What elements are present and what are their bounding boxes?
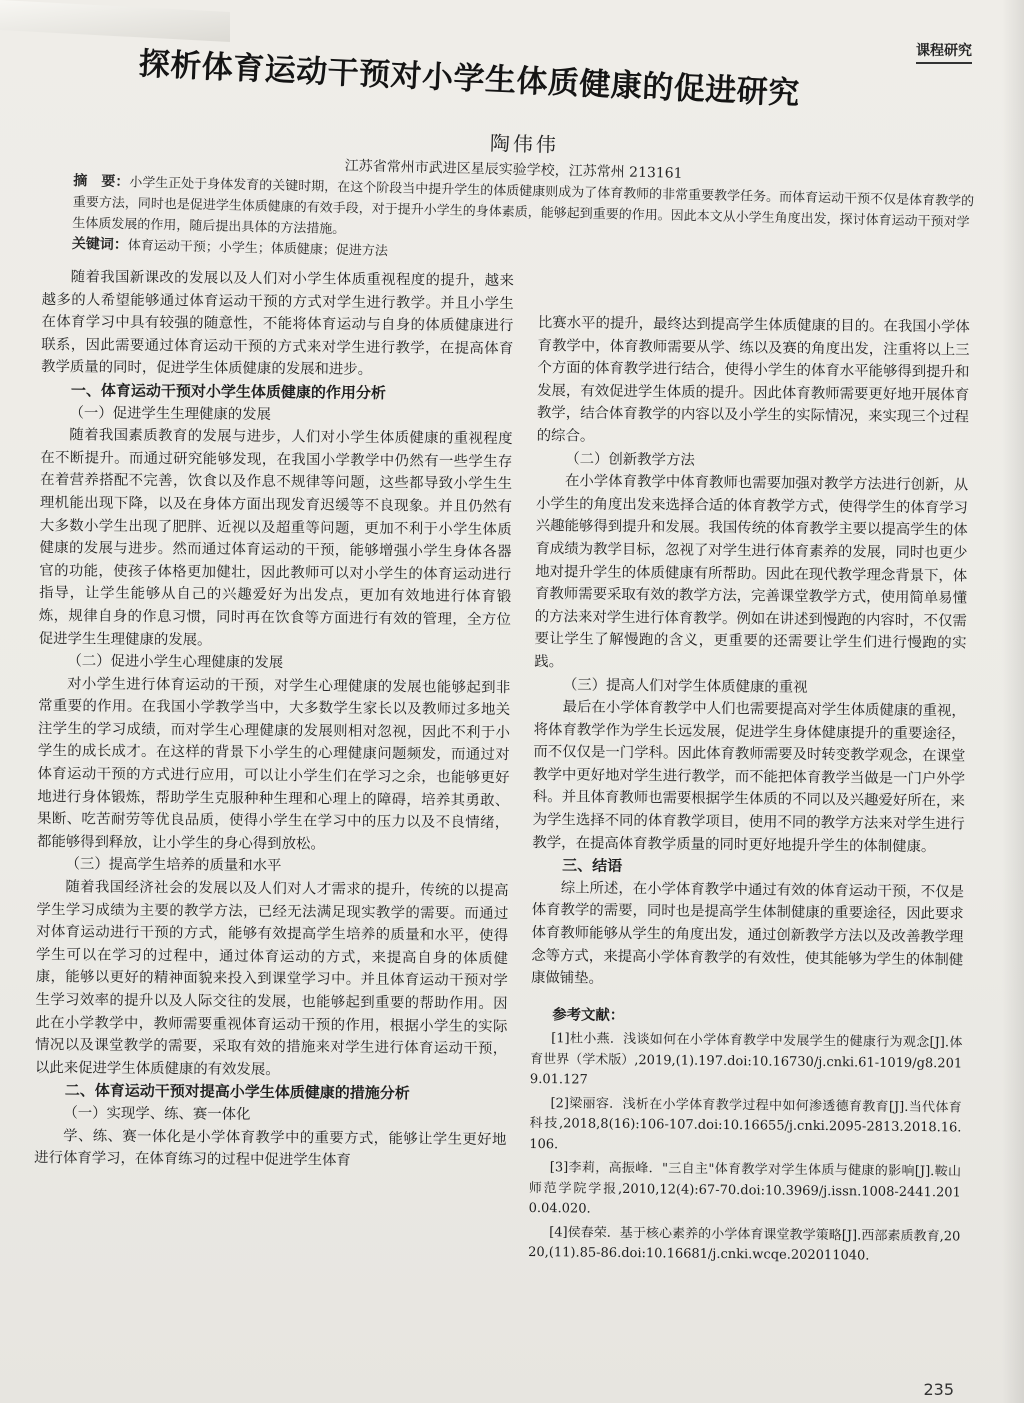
subheading-1-2: （二）促进小学生心理健康的发展 xyxy=(67,653,284,672)
subheading-2-1: （一）实现学、练、赛一体化 xyxy=(63,1105,251,1123)
paragraph-1-3: 随着我国经济社会的发展以及人们对人才需求的提升，传统的以提高学生学习成绩为主要的教学方法，已经无法满足现实教学的需要。而通过对体育运动进行干预的方式，能够有效提高学生培养的质量和水平，使得学生可以在学习的过程中，通过体育运动的方式，来提高自身的体质健康，能够以更好的精神面貌来投入到课堂学习中。并且体育运动干预对学生学习效率的提升以及人际交往的发展，也能够起到重要的帮助作用。因此在小学教学中，教师需要重视体育运动干预的作用，根据小学生的实际情况以及课堂教学的需要，采取有效的措施来对学生进行体育运动干预，以此来促进学生体质健康的有效发展。 xyxy=(34,879,509,1078)
paragraph-1-2: 对小学生进行体育运动的干预，对学生心理健康的发展也能够起到非常重要的作用。在我国小学教学当中，大多数学生家长以及教师过多地关注学生的学习成绩，而对学生心理健康的发展则相对忽视，因此不利于小学生的成长成才。在这样的背景下小学生的心理健康问题频发，而通过对体育运动干预的方式进行应用，可以让小学生们在学习之余，也能够更好地进行身体锻炼，帮助学生克服种种生理和心理上的障碍，培养其勇敢、果断、吃苦耐劳等优良品质，使得小学生在学习中的压力以及不良情绪，都能够得到释放，让小学生的身心得到放松。 xyxy=(36,675,511,853)
subheading-2-3: （三）提高人们对学生体质健康的重视 xyxy=(562,676,808,696)
section-tag: 课程研究 xyxy=(916,40,972,64)
paragraph-2-1: 学、练、赛一体化是小学体育教学中的重要方式，能够让学生更好地进行体育学习，在体育练习的过程中促进学生体育 xyxy=(34,1127,507,1169)
subheading-2-2: （二）创新教学方法 xyxy=(565,450,695,469)
paragraph-2-2: 在小学体育教学中体育教师也需要加强对教学方法进行创新，从小学生的角度出发来选择合适的体育教学方式，使得学生的体育学习兴趣能够得到提升和发展。我国传统的体育教学主要以提高学生的体育成绩为教学目标，忽视了对学生进行体育素养的发展，同时也更少地对提升学生的体质健康有所帮助。因此在现代教学理念背景下，体育教师需要采取有效的教学方法，完善课堂教学方式，使用简单易懂的方法来对学生进行体育教学。例如在讲述到慢跑的内容时，不仅需要让学生了解慢跑的含义，更重要的还需要让学生们进行慢跑的实践。 xyxy=(534,473,969,671)
subheading-1-1: （一）促进学生生理健康的发展 xyxy=(69,404,272,423)
abstract-label: 摘 要： xyxy=(73,172,130,191)
reference-item: [2]梁丽容．浅析在小学体育教学过程中如何渗透德育教育[J].当代体育科技,2018,8(16):106-107.doi:10.16655/j.cnki.2095-2813.2018.16.106. xyxy=(529,1096,962,1153)
paragraph-2-3: 最后在小学体育教学中人们也需要提高对学生体质健康的重视，将体育教学作为学生长远发展，促进学生身体健康提升的重要途径，而不仅仅是一门学科。因此体育教师需要及时转变教学观念，在课堂教学中更好地对学生进行教学，而不能把体育教学当做是一门户外学科。并且体育教师也需要根据学生体质的不同以及兴趣爱好所在，来为学生选择不同的体育教学项目，使用不同的教学方法来对学生进行教学，在提高体育教学质量的同时更好地提升学生的体制健康。 xyxy=(532,699,966,855)
section-heading-1: 一、体育运动干预对小学生体质健康的作用分析 xyxy=(70,381,386,402)
page-fold xyxy=(0,0,230,42)
paragraph-1-1: 随着我国素质教育的发展与进步，人们对小学生体质健康的重视程度在不断提升。而通过研究能够发现，在我国小学教学中仍然有一些学生存在着营养搭配不完善，饮食以及作息不规律等问题，这些都导致小学生生理机能出现下降，以及在身体方面出现发育迟缓等不良现象。并且仍然有大多数小学生出现了肥胖、近视以及超重等问题，更加不利于小学生体质健康的发展与进步。然而通过体育运动的干预，能够增强小学生身体各器官的功能，使孩子体格更加健壮，因此教师可以对小学生的体育运动进行指导，让学生能够从自己的兴趣爱好为出发点，更加有效地进行体育锻炼，规律自身的作息习惯，同时再在饮食等方面进行有效的管理，全方位促进学生生理健康的发展。 xyxy=(38,427,513,648)
author-name: 陶伟伟 xyxy=(489,131,560,157)
abstract-block xyxy=(72,150,980,276)
intro-paragraph: 随着我国新课改的发展以及人们对小学生体质重视程度的提升，越来越多的人希望能够通过体育运动干预的方式对学生进行教学。并且小学生在体育学习中具有较强的随意性，不能将体育运动与自身的体质健康进行联系，因此需要通过体育运动干预的方式来对学生进行教学，在提高体育教学质量的同时，促进学生体质健康的发展和进步。 xyxy=(41,269,514,379)
conclusion-paragraph: 综上所述，在小学体育教学中通过有效的体育运动干预，不仅是体育教学的需要，同时也是提高学生体制健康的重要途径，因此要求体育教师能够从学生的角度出发，通过创新教学方法以及改善教学理念等方式，来提高小学体育教学的有效性，使其能够为学生的体制健康做铺垫。 xyxy=(530,880,965,987)
reference-item: [1]杜小燕．浅谈如何在小学体育教学中发展学生的健康行为观念[J].体育世界（学术版）,2019,(1).197.doi:10.16730/j.cnki.61-1019/g8.2019.01.127 xyxy=(529,1031,963,1088)
page-shadow xyxy=(1002,0,1024,1403)
right-column xyxy=(528,312,970,1268)
abstract-text: 小学生正处于身体发育的关键时期，在这个阶段当中提升学生的体质健康则成为了体育教师的非常重要教学任务。而体育运动干预不仅是体育教学的重要方法，同时也是促进学生体质健康的有效手段，对于提升小学生的身体素质，能够起到重要的作用。因此本文从小学生角度出发，探讨体育运动干预对学生体质发展的作用，随后提出具体的方法措施。 xyxy=(72,175,975,238)
left-column xyxy=(34,266,514,1174)
keywords-text: 体育运动干预；小学生；体质健康；促进方法 xyxy=(127,238,388,260)
page-number: 235 xyxy=(923,1380,954,1399)
keywords-label: 关键词： xyxy=(71,235,129,254)
article-title: 探析体育运动干预对小学生体质健康的促进研究 xyxy=(138,45,801,112)
section-heading-2: 二、体育运动干预对提高小学生体质健康的措施分析 xyxy=(64,1081,410,1103)
references-title: 参考文献： xyxy=(552,1007,625,1024)
reference-item: [3]李莉，高振峰．"三自主"体育教学对学生体质与健康的影响[J].鞍山师范学院学报,2010,12(4):67-70.doi:10.3969/j.issn.1008-2441.2010.04.020. xyxy=(528,1160,962,1218)
reference-item: [4]侯春荣．基于核心素养的小学体育课堂教学策略[J].西部素质教育,2020,(11).85-86.doi:10.16681/j.cnki.wcqe.202011040. xyxy=(528,1225,961,1264)
affiliation: 江苏省常州市武进区星辰实验学校，江苏常州 213161 xyxy=(344,158,683,182)
paragraph-2-1-continued: 比赛水平的提升，最终达到提高学生体质健康的目的。在我国小学体育教学中，体育教师需要从学、练以及赛的角度出发，注重将以上三个方面的体育教学进行结合，使得小学生的体育水平能够得到提升和发展，有效促进学生体质的提升。因此体育教师需要更好地开展体育教学，结合体育教学的内容以及小学生的实际情况，来实现三个过程的综合。 xyxy=(536,314,970,445)
subheading-1-3: （三）提高学生培养的质量和水平 xyxy=(65,856,282,875)
section-heading-3: 三、结语 xyxy=(562,856,623,876)
